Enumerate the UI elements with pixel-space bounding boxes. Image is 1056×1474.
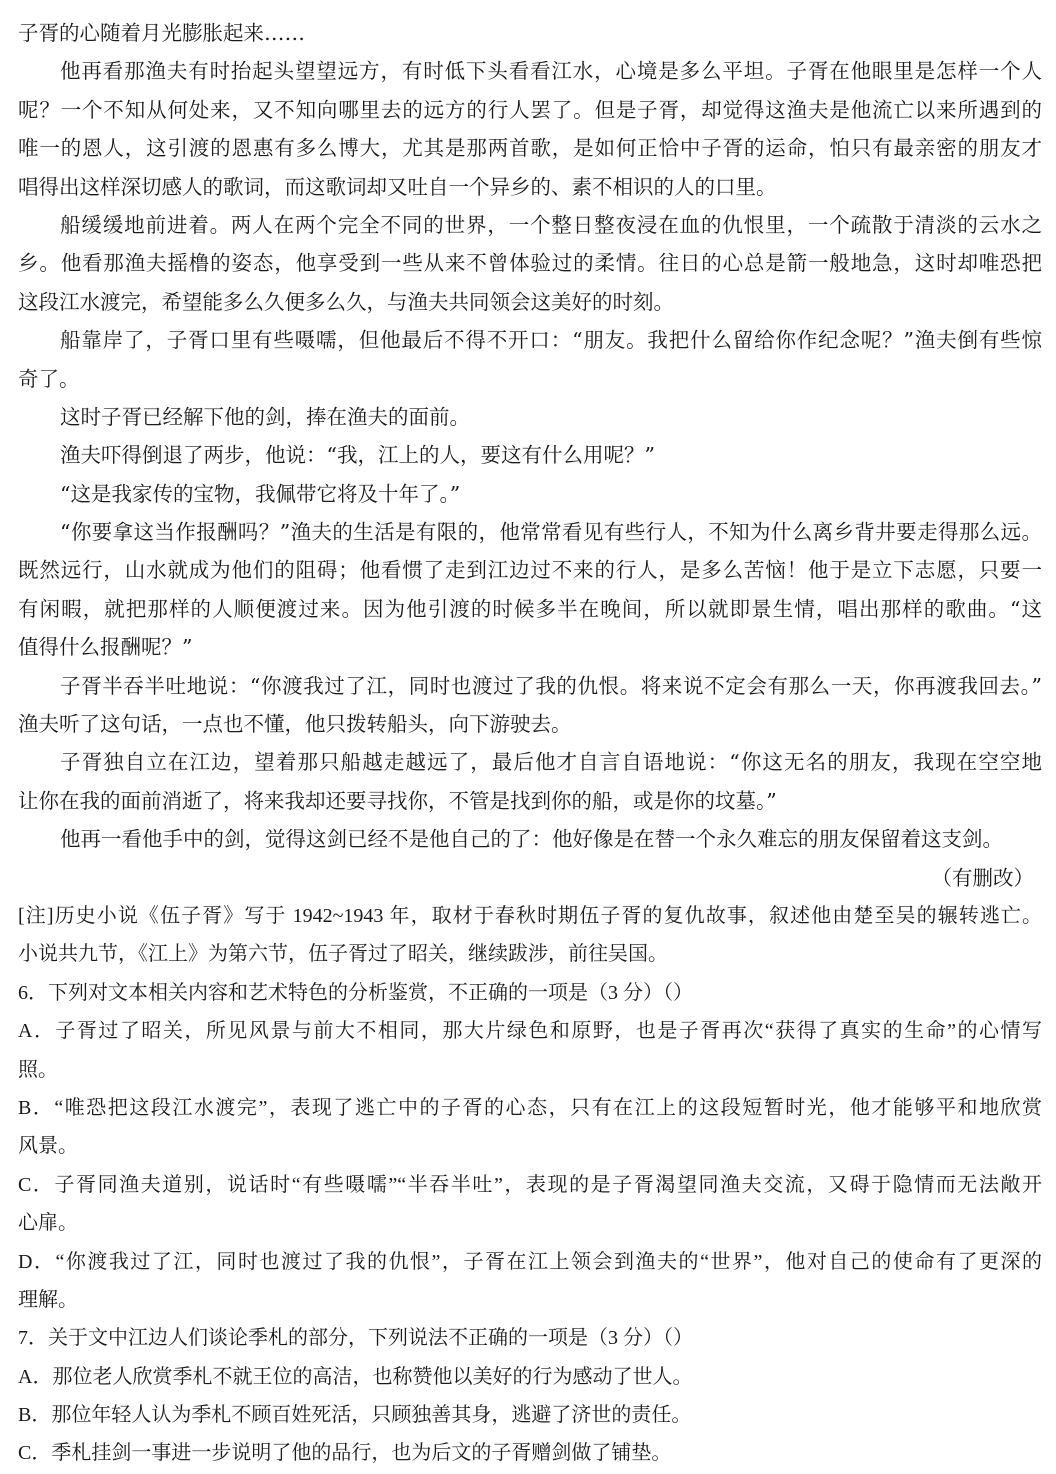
story-line: 这时子胥已经解下他的剑，捧在渔夫的面前。 [60, 404, 470, 429]
footnote-line: 小说共九节，《江上》为第六节，伍子胥过了昭关，继续跋涉，前往吴国。 [18, 943, 668, 966]
story-line: 有闲暇，就把那样的人顺便渡过来。因为他引渡的时候多半在晚间，所以就即景生情，唱出那样的歌曲。“这 [18, 596, 1042, 621]
story-text [18, 14, 1042, 897]
story-line: 他再一看他手中的剑，觉得这剑已经不是他自己的了：他好像是在替一个永久难忘的朋友保留着这支剑。 [60, 827, 1003, 852]
question-7-option-a: A．那位老人欣赏季札不就王位的高洁，也称赞他以美好的行为感动了世人。 [18, 1365, 693, 1388]
story-line: 唱得出这样深切感人的歌词，而这歌词却又吐自一个异乡的、素不相识的人的口里。 [18, 174, 777, 199]
story-line: 他再看那渔夫有时抬起头望望远方，有时低下头看看江水，心境是多么平坦。子胥在他眼里是怎样一个人 [60, 59, 1042, 84]
story-line: 既然远行，山水就成为他们的阻碍；他看惯了走到江边过不来的行人，是多么苦恼！他于是立下志愿，只要一 [18, 558, 1042, 583]
story-line: 渔夫吓得倒退了两步，他说：“我，江上的人，要这有什么用呢？” [60, 443, 655, 468]
story-line: 让你在我的面前消逝了，将来我却还要寻找你，不管是找到你的船，或是你的坟墓。” [18, 788, 777, 813]
story-line: 呢？一个不知从何处来，又不知向哪里去的远方的行人罢了。但是子胥，却觉得这渔夫是他流亡以来所遇到的 [18, 97, 1042, 122]
footnote [18, 897, 1042, 974]
story-line: 子胥的心随着月光膨胀起来…… [18, 21, 305, 45]
question-6-stem: 6．下列对文本相关内容和艺术特色的分析鉴赏，不正确的一项是（3 分）（） [18, 981, 693, 1004]
footnote-line: [注]历史小说《伍子胥》写于 1942~1943 年，取材于春秋时期伍子胥的复仇故事，叙述他由楚至吴的辗转逃亡。 [18, 904, 1042, 927]
question-7-stem: 7．关于文中江边人们谈论季札的部分，下列说法不正确的一项是（3 分）（） [18, 1327, 693, 1350]
story-line: 渔夫听了这句话，一点也不懂，他只拨转船头，向下游驶去。 [18, 712, 572, 737]
question-7-option-c: C．季札挂剑一事进一步说明了他的品行，也为后文的子胥赠剑做了铺垫。 [18, 1442, 672, 1465]
story-line: 子胥半吞半吐地说：“你渡我过了江，同时也渡过了我的仇恨。将来说不定会有那么一天，你再渡我回去。” [60, 673, 1042, 698]
source-note: （有删改） [931, 865, 1034, 890]
question-6-option-b: B．“唯恐把这段江水渡完”，表现了逃亡中的子胥的心态，只有在江上的这段短暂时光，他才能够平和地欣赏 [18, 1096, 1042, 1119]
document-page [18, 14, 1042, 1473]
story-line: “你要拿这当作报酬吗？”渔夫的生活是有限的，他常常看见有些行人，不知为什么离乡背井要走得那么远。 [60, 520, 1042, 545]
story-line: 船靠岸了，子胥口里有些嗫嚅，但他最后不得不开口：“朋友。我把什么留给你作纪念呢？”渔夫倒有些惊 [60, 328, 1042, 353]
story-line: 值得什么报酬呢？” [18, 635, 193, 660]
story-line: 这段江水渡完，希望能多么久便多么久，与渔夫共同领会这美好的时刻。 [18, 289, 674, 314]
story-line: 奇了。 [18, 366, 80, 391]
questions [18, 974, 1042, 1473]
story-line: 乡。他看那渔夫摇橹的姿态，他享受到一些从来不曾体验过的柔情。往日的心总是箭一般地急，这时却唯恐把 [18, 251, 1042, 276]
question-6-option-c: C．子胥同渔夫道别，说话时“有些嗫嚅”“半吞半吐”，表现的是子胥渴望同渔夫交流，又碍于隐情而无法敞开 [18, 1173, 1042, 1196]
question-6-option-d: 理解。 [18, 1288, 78, 1311]
story-line: “这是我家传的宝物，我佩带它将及十年了。” [60, 481, 461, 506]
story-line: 唯一的恩人，这引渡的恩惠有多么博大，尤其是那两首歌，是如何正恰中子胥的运命，怕只有最亲密的朋友才 [18, 136, 1042, 161]
question-6-option-c: 心扉。 [18, 1212, 78, 1235]
question-7-option-b: B．那位年轻人认为季札不顾百姓死活，只顾独善其身，逃避了济世的责任。 [18, 1404, 692, 1427]
question-6-option-d: D．“你渡我过了江，同时也渡过了我的仇恨”，子胥在江上领会到渔夫的“世界”，他对自己的使命有了更深的 [18, 1250, 1042, 1273]
story-line: 子胥独自立在江边，望着那只船越走越远了，最后他才自言自语地说：“你这无名的朋友，我现在空空地 [60, 750, 1042, 775]
story-line: 船缓缓地前进着。两人在两个完全不同的世界，一个整日整夜浸在血的仇恨里，一个疏散于清淡的云水之 [60, 212, 1042, 237]
question-6-option-b: 风景。 [18, 1135, 78, 1158]
question-6-option-a: 照。 [18, 1058, 58, 1081]
question-6-option-a: A．子胥过了昭关，所见风景与前大不相同，那大片绿色和原野，也是子胥再次“获得了真实的生命”的心情写 [18, 1020, 1042, 1043]
